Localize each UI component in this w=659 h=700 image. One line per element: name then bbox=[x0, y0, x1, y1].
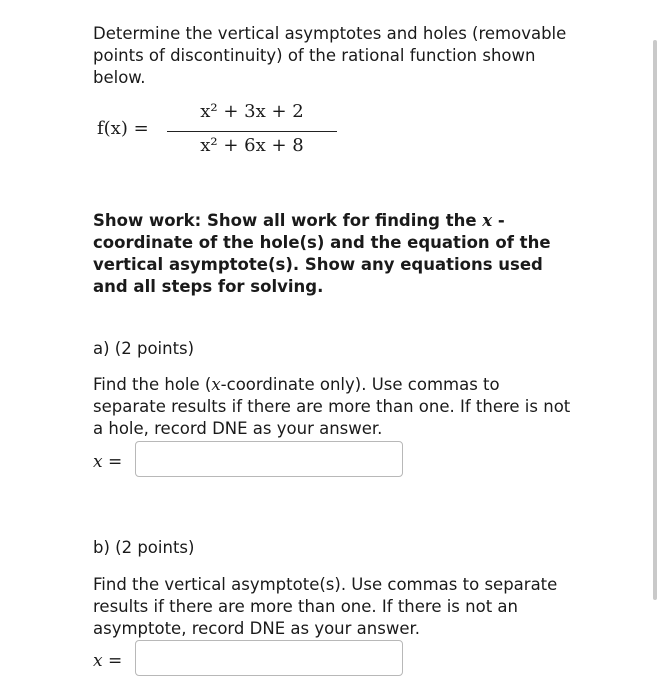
intro-text: Determine the vertical asymptotes and holes (removable points of discontinuity) of the rational function shown below. bbox=[93, 24, 567, 87]
function-label: f(x) = bbox=[97, 118, 149, 139]
work-instructions-prefix: Show work: Show all work for finding the bbox=[93, 211, 483, 230]
part-a-title: a) (2 points) bbox=[93, 339, 195, 358]
numerator: x² + 3x + 2 bbox=[200, 101, 304, 122]
part-b-title: b) (2 points) bbox=[93, 538, 195, 557]
fraction-bar bbox=[167, 131, 337, 132]
work-instructions bbox=[93, 210, 573, 298]
part-b-instructions: Find the vertical asymptote(s). Use commas to separate results if there are more than one. If there is not an asymptote, record DNE as your answer. bbox=[93, 575, 558, 638]
part-a-instructions bbox=[93, 374, 573, 440]
part-b-answer-label: x = bbox=[93, 651, 123, 671]
part-a-answer-label: x = bbox=[93, 452, 123, 472]
scrollbar[interactable] bbox=[653, 40, 657, 600]
part-a-text-prefix: Find the hole ( bbox=[93, 375, 212, 394]
part-a-text-suffix: -coordinate only). Use commas to separate results if there are more than one. If there is not a hole, record DNE as your answer. bbox=[93, 375, 571, 438]
work-instructions-suffix: -coordinate of the hole(s) and the equation of the vertical asymptote(s). Show any equations used and all steps for solving. bbox=[93, 211, 551, 296]
part-a-answer-input[interactable] bbox=[135, 441, 403, 477]
work-instructions-variable: x bbox=[482, 211, 493, 230]
denominator: x² + 6x + 8 bbox=[200, 135, 304, 156]
part-b-answer-input[interactable] bbox=[135, 640, 403, 676]
part-a-text-variable: x bbox=[211, 375, 221, 394]
